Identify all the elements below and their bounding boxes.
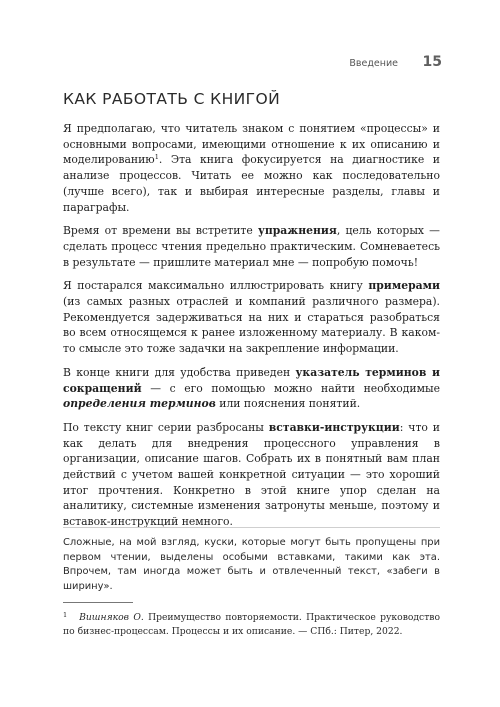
text-run: : что и как делать для внедрения процессного управления в организации, описание шагов. Собрать их в понятный вам план действий с учетом вашей конкретной ситуации — это хороший итог прочтения. Конкретно в этой книге упор сделан на аналитику, системные изменения затронуты меньше, поэтому и вставок-инструкций немного. — [63, 420, 440, 529]
footnote — [63, 609, 440, 638]
text-run: или пояснения понятий. — [215, 397, 361, 411]
paragraph-index — [63, 365, 440, 412]
text-run: (из самых разных отраслей и компаний различного размера). Рекомендуется задерживаться на них и стараться разобраться во всем относящемся к ранее изложенному материалу. В каком-то смысле это тоже задачки на закрепление информации. — [63, 295, 440, 356]
running-header — [0, 56, 452, 76]
text-run: — с его помощью можно найти необходимые — [141, 381, 440, 395]
text-run: По тексту книг серии разбросаны — [63, 420, 269, 434]
footnote-text: Преимущество повторяемости. Практическое руководство по бизнес-процессам. Процессы и их описание. — СПб.: Питер, 2022. — [63, 612, 440, 637]
footnote-reference[interactable]: 1 — [154, 153, 159, 162]
aside-insert: Сложные, на мой взгляд, куски, которые могут быть пропущены при первом чтении, выделены особыми вставками, такими как эта. Впрочем, там иногда может быть и отвлеченный текст, «забеги в ширину». — [63, 527, 440, 594]
footnote-number: 1 — [63, 611, 68, 619]
footnote-divider — [63, 602, 133, 603]
page-number: 15 — [422, 54, 442, 70]
term-examples: примерами — [368, 279, 440, 293]
body-text — [63, 121, 440, 538]
paragraph-examples — [63, 278, 440, 357]
term-definitions: определения терминов — [63, 397, 216, 411]
paragraph-exercises — [63, 223, 440, 270]
text-run: , цель которых — сделать процесс чтения предельно практическим. Сомневаетесь в результате — пришлите материал мне — попробую помочь! — [63, 224, 440, 269]
term-index: указатель терминов и сокращений — [63, 365, 440, 395]
footnote-author: Вишняков О. — [79, 612, 144, 623]
text-run: Я предполагаю, что читатель знаком с понятием «процессы» и основными вопросами, имеющими отношение к их описанию и моделированию — [63, 122, 440, 167]
term-exercises: упражнения — [257, 224, 337, 238]
paragraph-instructions — [63, 420, 440, 530]
text-run: В конце книги для удобства приведен — [63, 365, 296, 379]
paragraph-intro — [63, 121, 440, 215]
text-run: . Эта книга фокусируется на диагностике и анализе процессов. Читать ее можно как последовательно (лучше всего), так и выбирая интересные разделы, главы и параграфы. — [63, 153, 440, 214]
term-instructions: вставки-инструкции — [268, 420, 400, 434]
text-run: Время от времени вы встретите — [63, 224, 258, 238]
header-section-title: Введение — [349, 58, 398, 69]
section-heading: КАК РАБОТАТЬ С КНИГОЙ — [63, 90, 281, 108]
text-run: Я постарался максимально иллюстрировать книгу — [63, 279, 369, 293]
